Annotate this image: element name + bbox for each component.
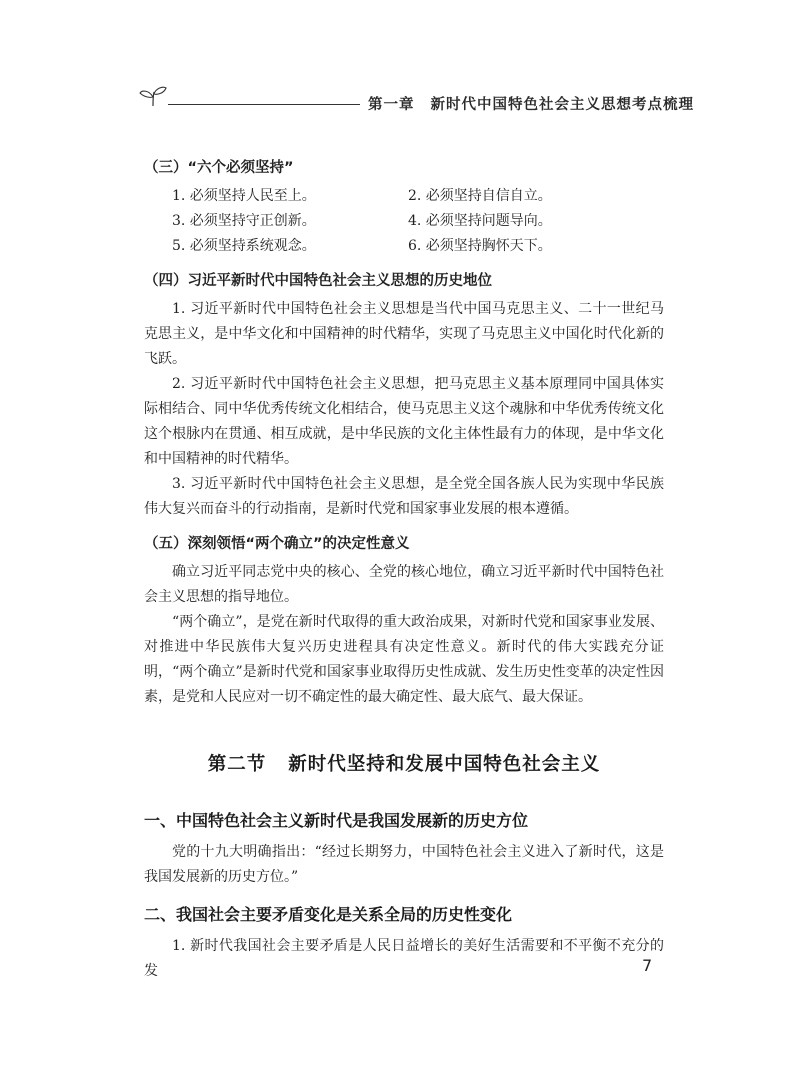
subsection-heading: （五）深刻领悟“两个确立”的决定性意义 bbox=[144, 536, 410, 552]
paragraph: 2. 习近平新时代中国特色社会主义思想，把马克思主义基本原理同中国具体实际相结合、同中华优秀传统文化相结合，使马克思主义这个魂脉和中华优秀传统文化这个根脉内在贯通、相互成就，是中华民族的文化主体性最有力的体现，是中华文化和中国精神的时代精华。 bbox=[144, 376, 664, 467]
page-header bbox=[0, 0, 800, 130]
paragraph: 确立习近平同志党中央的核心、全党的核心地位，确立习近平新时代中国特色社会主义思想的指导地位。 bbox=[144, 564, 664, 605]
list-item: 1. 必须坚持人民至上。 bbox=[172, 188, 316, 204]
chapter-number: 第一章 bbox=[368, 97, 415, 113]
paragraph: 3. 习近平新时代中国特色社会主义思想，是全党全国各族人民为实现中华民族伟大复兴而奋斗的行动指南，是新时代党和国家事业发展的根本遵循。 bbox=[144, 476, 664, 517]
chapter-title: 新时代中国特色社会主义思想考点梳理 bbox=[430, 97, 694, 113]
paragraph: “两个确立”，是党在新时代取得的重大政治成果，对新时代党和国家事业发展、对推进中华民族伟大复兴历史进程具有决定性意义。新时代的伟大实践充分证明，“两个确立”是新时代党和国家事业取得历史性成就、发生历史性变革的决定性因素，是党和人民应对一切不确定性的最大确定性、最大底气、最大保证。 bbox=[144, 614, 664, 705]
page-body bbox=[144, 150, 664, 984]
subsection-heading: （四）习近平新时代中国特色社会主义思想的历史地位 bbox=[144, 273, 492, 289]
list-item: 2. 必须坚持自信自立。 bbox=[408, 188, 552, 204]
subsection-heading: （三）“六个必须坚持” bbox=[144, 160, 294, 176]
topic-heading: 一、中国特色社会主义新时代是我国发展新的历史方位 bbox=[144, 811, 529, 830]
six-principles-list bbox=[144, 184, 664, 259]
section-title-text: 新时代坚持和发展中国特色社会主义 bbox=[288, 754, 601, 775]
list-item: 5. 必须坚持系统观念。 bbox=[172, 238, 316, 254]
list-item: 6. 必须坚持胸怀天下。 bbox=[408, 238, 552, 254]
section-label: 第二节 bbox=[207, 754, 267, 775]
list-item: 3. 必须坚持守正创新。 bbox=[172, 213, 316, 229]
header-rule bbox=[168, 104, 360, 105]
paragraph: 1. 新时代我国社会主要矛盾是人民日益增长的美好生活需要和不平衡不充分的发 bbox=[144, 938, 664, 979]
paragraph: 党的十九大明确指出：“经过长期努力，中国特色社会主义进入了新时代，这是我国发展新的历史方位。” bbox=[144, 844, 664, 885]
topic-heading: 二、我国社会主要矛盾变化是关系全局的历史性变化 bbox=[144, 905, 513, 924]
section-title bbox=[144, 750, 664, 776]
running-head bbox=[368, 93, 694, 114]
list-item: 4. 必须坚持问题导向。 bbox=[408, 213, 552, 229]
sprout-icon bbox=[138, 84, 168, 108]
paragraph: 1. 习近平新时代中国特色社会主义思想是当代中国马克思主义、二十一世纪马克思主义，是中华文化和中国精神的时代精华，实现了马克思主义中国化时代化新的飞跃。 bbox=[144, 301, 664, 367]
page-number: 7 bbox=[642, 956, 653, 975]
